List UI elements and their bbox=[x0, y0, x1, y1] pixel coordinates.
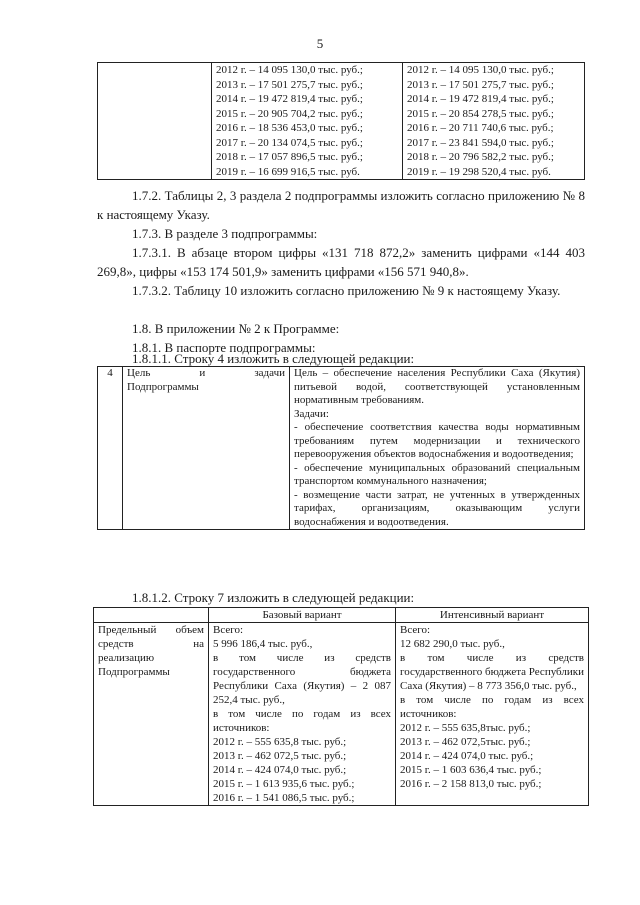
budget-text: в том числе из средств государственного бюджета Республики Саха (Якутия) – 8 773 356,0 тыс. руб., bbox=[400, 652, 584, 692]
table-row bbox=[94, 623, 589, 806]
year-line: 2013 г. – 462 072,5 тыс. руб.; bbox=[213, 750, 347, 762]
header-base-variant: Базовый вариант bbox=[209, 608, 396, 623]
budget-text: в том числе из средств государственного бюджета Республики Саха (Якутия) – 2 087 252,4 тыс. руб., bbox=[213, 652, 391, 706]
years-intro: в том числе по годам из всех источников: bbox=[213, 708, 391, 734]
row-label: Предельный объем средств на реализацию Подпрограммы bbox=[94, 623, 209, 806]
table-row bbox=[98, 367, 585, 530]
label-line: Подпрограммы bbox=[127, 380, 199, 393]
year-line: 2015 г. – 20 905 704,2 тыс. руб.; bbox=[216, 107, 363, 120]
paragraph-1-7-3: 1.7.3. В разделе 3 подпрограммы: bbox=[132, 226, 318, 241]
years-intro: в том числе по годам из всех источников: bbox=[400, 694, 584, 720]
paragraph-1-8: 1.8. В приложении № 2 к Программе: bbox=[132, 321, 340, 336]
year-line: 2014 г. – 424 074,0 тыс. руб.; bbox=[213, 764, 347, 776]
year-line: 2012 г. – 14 095 130,0 тыс. руб.; bbox=[216, 64, 363, 76]
total-value: 12 682 290,0 тыс. руб., bbox=[400, 638, 505, 650]
base-variant-cell bbox=[209, 623, 396, 806]
year-line: 2012 г. – 14 095 130,0 тыс. руб.; bbox=[407, 64, 554, 76]
table-cell-right-years bbox=[403, 63, 585, 180]
year-line: 2015 г. – 20 854 278,5 тыс. руб.; bbox=[407, 107, 554, 120]
paragraph-1-8-1-2: 1.8.1.2. Строку 7 изложить в следующей редакции: bbox=[132, 590, 415, 605]
year-line: 2012 г. – 555 635,8тыс. руб.; bbox=[400, 722, 531, 734]
paragraph-1-8-1: 1.8.1. В паспорте подпрограммы: bbox=[132, 340, 316, 355]
table-cell-left-years bbox=[212, 63, 403, 180]
year-line: 2013 г. – 17 501 275,7 тыс. руб.; bbox=[216, 78, 363, 91]
year-line: 2015 г. – 1 603 636,4 тыс. руб.; bbox=[400, 764, 542, 776]
total-label: Всего: bbox=[400, 624, 431, 636]
label-line: Цель и задачи bbox=[127, 367, 285, 379]
row-number: 4 bbox=[98, 367, 123, 530]
total-label: Всего: bbox=[213, 624, 244, 636]
row-label bbox=[123, 367, 290, 530]
task-item: - возмещение части затрат, не учтенных в утвержденных тарифах, организациям, оказывающим услуги водоснабжения и водоотведения. bbox=[294, 488, 580, 528]
goal-text: Цель – обеспечение населения Республики Саха (Якутия) питьевой водой, соответствующей установленным нормативным требованиям. bbox=[294, 367, 580, 406]
year-line: 2017 г. – 20 134 074,5 тыс. руб.; bbox=[216, 136, 363, 149]
table-cell-empty bbox=[98, 63, 212, 180]
goal-tasks-table bbox=[97, 366, 585, 530]
year-line: 2019 г. – 19 298 520,4 тыс. руб. bbox=[407, 165, 551, 178]
intensive-variant-cell bbox=[396, 623, 589, 806]
yearly-funding-table bbox=[97, 62, 585, 180]
page-number: 5 bbox=[316, 36, 324, 51]
task-item: - обеспечение муниципальных образований специальным транспортом коммунального назначения; bbox=[294, 461, 580, 487]
year-line: 2016 г. – 20 711 740,6 тыс. руб.; bbox=[407, 122, 554, 134]
paragraph-1-7-3-1: 1.7.3.1. В абзаце втором цифры «131 718 872,2» заменить цифрами «144 403 269,8», цифры «153 174 501,9» заменить цифрами «156 571 940,8». bbox=[97, 245, 585, 279]
year-line: 2018 г. – 17 057 896,5 тыс. руб.; bbox=[216, 151, 363, 163]
year-line: 2012 г. – 555 635,8 тыс. руб.; bbox=[213, 736, 347, 748]
table-row bbox=[98, 63, 585, 180]
year-line: 2015 г. – 1 613 935,6 тыс. руб.; bbox=[213, 778, 355, 790]
year-line: 2016 г. – 1 541 086,5 тыс. руб.; bbox=[213, 792, 355, 804]
year-line: 2016 г. – 18 536 453,0 тыс. руб.; bbox=[216, 122, 363, 134]
year-line: 2018 г. – 20 796 582,2 тыс. руб.; bbox=[407, 151, 554, 163]
paragraph-1-7-2: 1.7.2. Таблицы 2, 3 раздела 2 подпрограммы изложить согласно приложению № 8 к настоящему Указу. bbox=[97, 188, 585, 222]
year-line: 2014 г. – 424 074,0 тыс. руб.; bbox=[400, 750, 534, 762]
year-line: 2017 г. – 23 841 594,0 тыс. руб.; bbox=[407, 136, 554, 149]
paragraph-1-7-3-2: 1.7.3.2. Таблицу 10 изложить согласно приложению № 9 к настоящему Указу. bbox=[132, 283, 561, 298]
goal-tasks-text bbox=[290, 367, 585, 530]
year-line: 2014 г. – 19 472 819,4 тыс. руб.; bbox=[216, 93, 363, 105]
year-line: 2014 г. – 19 472 819,4 тыс. руб.; bbox=[407, 93, 554, 105]
table-header-row bbox=[94, 608, 589, 623]
paragraph-1-8-1-1: 1.8.1.1. Строку 4 изложить в следующей редакции: bbox=[132, 351, 415, 366]
year-line: 2013 г. – 17 501 275,7 тыс. руб.; bbox=[407, 78, 554, 91]
header-empty bbox=[94, 608, 209, 623]
total-value: 5 996 186,4 тыс. руб., bbox=[213, 638, 313, 650]
tasks-title: Задачи: bbox=[294, 407, 329, 420]
header-intensive-variant: Интенсивный вариант bbox=[396, 608, 589, 623]
year-line: 2019 г. – 16 699 916,5 тыс. руб. bbox=[216, 165, 360, 178]
year-line: 2013 г. – 462 072,5тыс. руб.; bbox=[400, 736, 531, 748]
funding-variants-table bbox=[93, 607, 589, 806]
year-line: 2016 г. – 2 158 813,0 тыс. руб.; bbox=[400, 778, 542, 790]
task-item: - обеспечение соответствия качества воды нормативным требованиям путем модернизации и технического перевооружения объектов водоснабжения и водоотведения; bbox=[294, 421, 580, 460]
